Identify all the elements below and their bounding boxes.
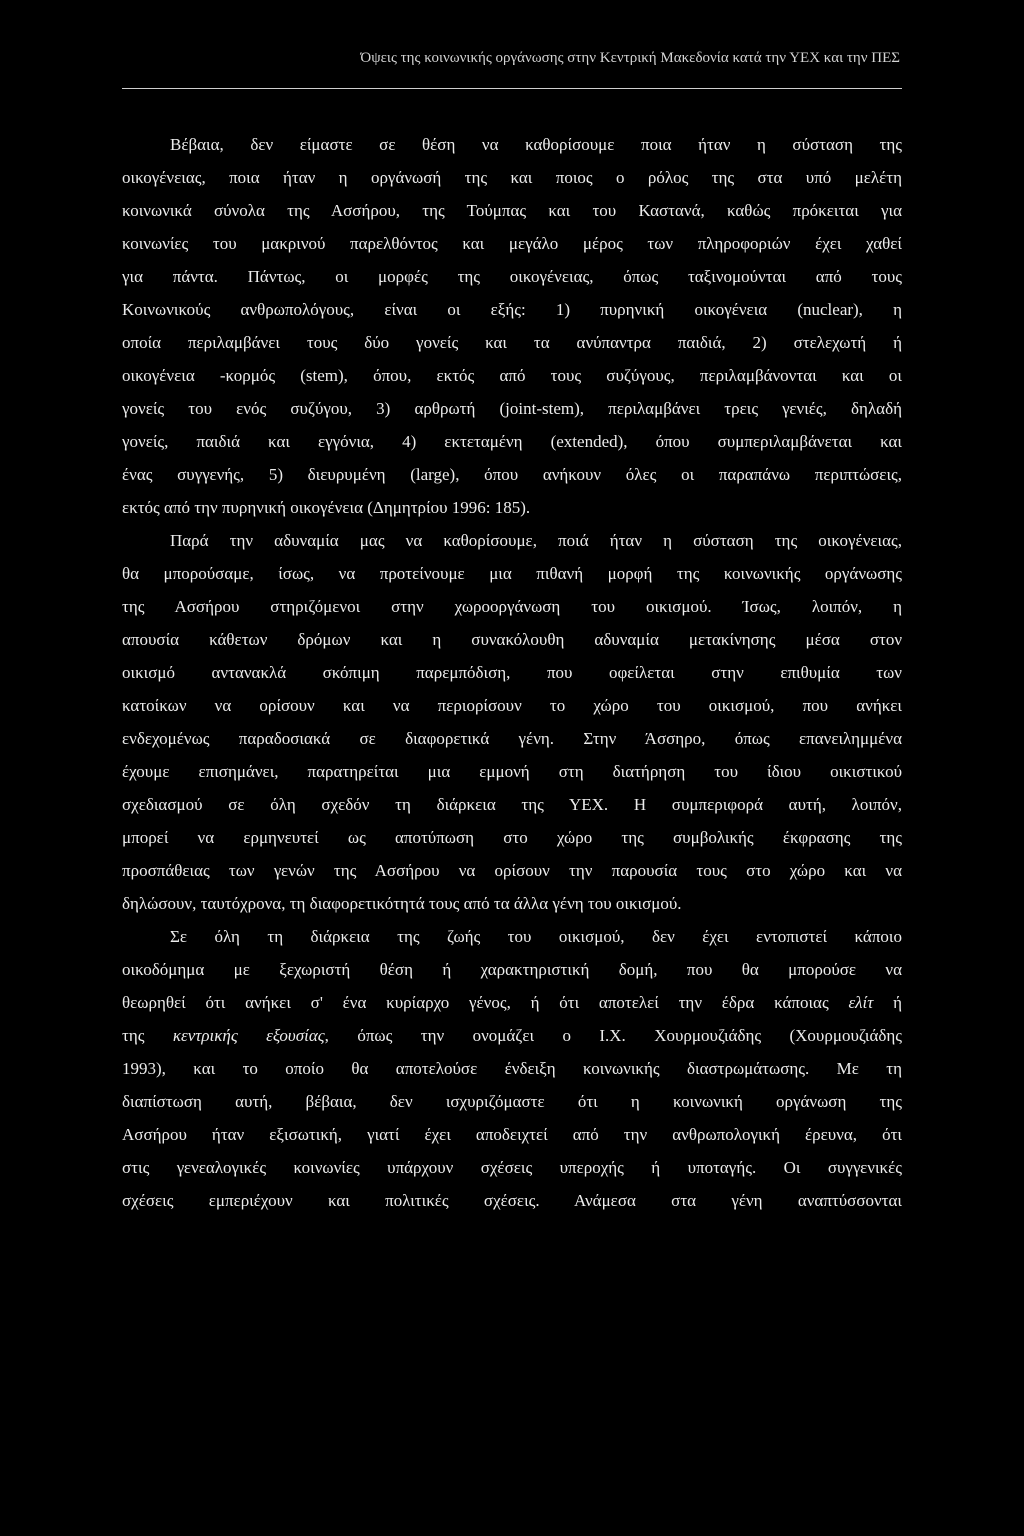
running-header: Όψεις της κοινωνικής οργάνωσης στην Κεντρική Μακεδονία κατά την ΥΕΧ και την ΠΕΣ (360, 50, 900, 66)
text-line: σχέσεις εμπεριέχουν και πολιτικές σχέσεις. Ανάμεσα στα γένη αναπτύσσονται (122, 1191, 902, 1210)
text-line: ένας συγγενής, 5) διευρυμένη (large), όπου ανήκουν όλες οι παραπάνω περιπτώσεις, (122, 465, 902, 484)
paragraph-3 (122, 920, 902, 1217)
text-line: για πάντα. Πάντως, οι μορφές της οικογένειας, όπως ταξινομούνται από τους (122, 267, 902, 286)
text-line: κατοίκων να ορίσουν και να περιορίσουν το χώρο του οικισμού, που ανήκει (122, 696, 902, 715)
text-line: γονείς, παιδιά και εγγόνια, 4) εκτεταμένη (extended), όπου συμπεριλαμβάνεται και (122, 432, 902, 451)
text-segment: της (122, 1026, 145, 1045)
text-line: προσπάθειας των γενών της Ασσήρου να ορίσουν την παρουσία τους στο χώρο και να (122, 861, 902, 880)
text-line: οικογένεια -κορμός (stem), όπου, εκτός από τους συζύγους, περιλαμβάνονται και οι (122, 366, 902, 385)
text-line-with-italic (122, 1019, 902, 1052)
text-line: στις γενεαλογικές κοινωνίες υπάρχουν σχέσεις υπεροχής ή υποταγής. Οι συγγενικές (122, 1158, 902, 1177)
text-line: έχουμε επισημάνει, παρατηρείται μια εμμονή στη διατήρηση του ίδιου οικιστικού (122, 762, 902, 781)
body-text (122, 128, 902, 1217)
text-line: κοινωνικά σύνολα της Ασσήρου, της Τούμπας και του Καστανά, καθώς πρόκειται για (122, 201, 902, 220)
text-line: απουσία κάθετων δρόμων και η συνακόλουθη αδυναμία μετακίνησης μέσα στον (122, 630, 902, 649)
text-line: κοινωνίες του μακρινού παρελθόντος και μεγάλο μέρος των πληροφοριών έχει χαθεί (122, 234, 902, 253)
text-line: οικοδόμημα με ξεχωριστή θέση ή χαρακτηριστική δομή, που θα μπορούσε να (122, 960, 902, 979)
text-line: διαπίστωση αυτή, βέβαια, δεν ισχυριζόμαστε ότι η κοινωνική οργάνωση της (122, 1092, 902, 1111)
text-line-with-italic (122, 986, 902, 1019)
text-line: οποία περιλαμβάνει τους δύο γονείς και τα ανύπαντρα παιδιά, 2) στελεχωτή ή (122, 333, 902, 352)
text-line: σχεδιασμού σε όλη σχεδόν τη διάρκεια της ΥΕΧ. Η συμπεριφορά αυτή, λοιπόν, (122, 795, 902, 814)
text-line: εκτός από την πυρηνική οικογένεια (Δημητρίου 1996: 185). (122, 498, 531, 517)
text-line: της Ασσήρου στηριζόμενοι στην χωροοργάνωση του οικισμού. Ίσως, λοιπόν, η (122, 597, 902, 616)
italic-term: ελίτ (848, 993, 874, 1012)
text-line: Σε όλη τη διάρκεια της ζωής του οικισμού, δεν έχει εντοπιστεί κάποιο (170, 927, 902, 946)
text-line: γονείς του ενός συζύγου, 3) αρθρωτή (joint-stem), περιλαμβάνει τρεις γενιές, δηλαδή (122, 399, 902, 418)
text-line: οικογένειας, ποια ήταν η οργάνωσή της και ποιος ο ρόλος της στα υπό μελέτη (122, 168, 902, 187)
text-line: ενδεχομένως παραδοσιακά σε διαφορετικά γένη. Στην Άσσηρο, όπως επανειλημμένα (122, 729, 902, 748)
text-line: Βέβαια, δεν είμαστε σε θέση να καθορίσουμε ποια ήταν η σύσταση της (170, 135, 902, 154)
paragraph-1 (122, 128, 902, 524)
text-line: μπορεί να ερμηνευτεί ως αποτύπωση στο χώρο της συμβολικής έκφρασης της (122, 828, 902, 847)
italic-term: κεντρικής εξουσίας (172, 1026, 325, 1045)
text-line: 1993), και το οποίο θα αποτελούσε ένδειξη κοινωνικής διαστρωμάτωσης. Με τη (122, 1059, 902, 1078)
text-segment: , όπως την ονομάζει ο Ι.Χ. Χουρμουζιάδης (Χουρμουζιάδης (324, 1026, 903, 1045)
paragraph-2 (122, 524, 902, 920)
text-line: οικισμό αντανακλά σκόπιμη παρεμπόδιση, που οφείλεται στην επιθυμία των (122, 663, 902, 682)
header-rule (122, 88, 902, 89)
text-segment: θεωρηθεί ότι ανήκει σ' ένα κυρίαρχο γένος, ή ότι αποτελεί την έδρα κάποιας (122, 993, 829, 1012)
text-line: Ασσήρου ήταν εξισωτική, γιατί έχει αποδειχτεί από την ανθρωπολογική έρευνα, ότι (122, 1125, 902, 1144)
text-line: Παρά την αδυναμία μας να καθορίσουμε, ποιά ήταν η σύσταση της οικογένειας, (170, 531, 902, 550)
text-segment: ή (873, 993, 902, 1012)
text-line: θα μπορούσαμε, ίσως, να προτείνουμε μια πιθανή μορφή της κοινωνικής οργάνωσης (122, 564, 902, 583)
text-line: Κοινωνικούς ανθρωπολόγους, είναι οι εξής: 1) πυρηνική οικογένεια (nuclear), η (122, 300, 902, 319)
text-line: δηλώσουν, ταυτόχρονα, τη διαφορετικότητά τους από τα άλλα γένη του οικισμού. (122, 894, 682, 913)
